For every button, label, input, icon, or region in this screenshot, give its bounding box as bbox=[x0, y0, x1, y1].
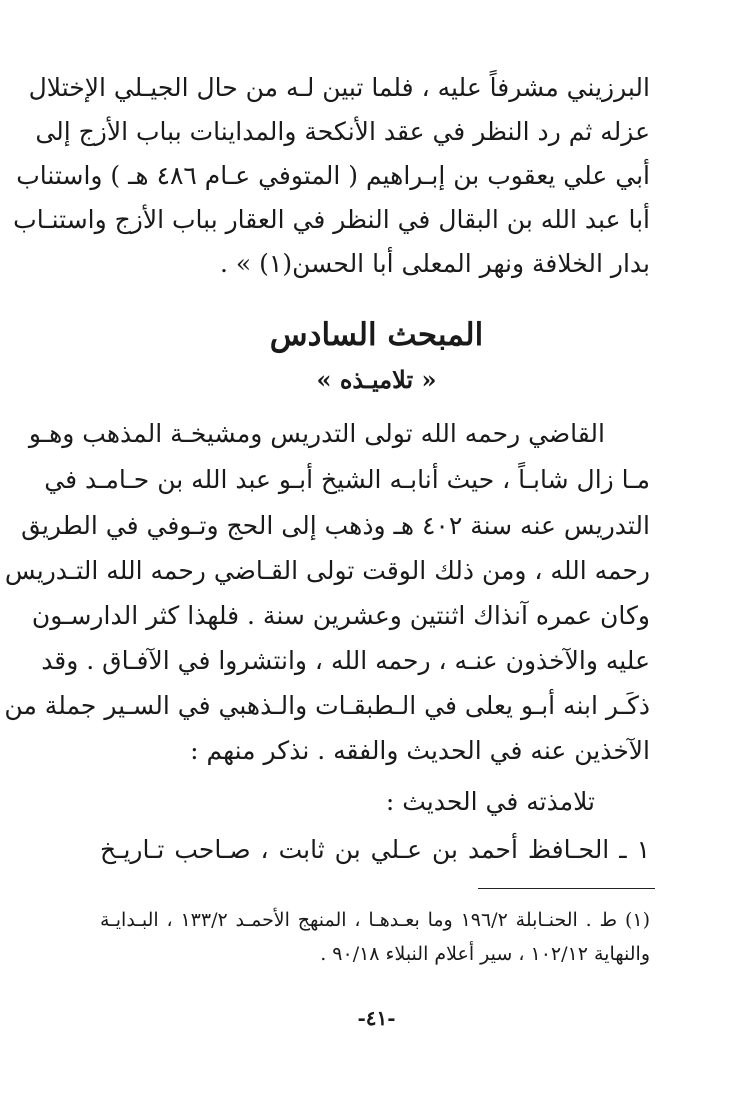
section-title: المبحث السادس bbox=[269, 317, 484, 353]
text-line: ذكَـر ابنه أبـو يعلى في الـطبقـات والـذهبي في السـير جملة من bbox=[4, 691, 650, 720]
text-line: الآخذين عنه في الحديث والفقه . نذكر منهم : bbox=[190, 736, 650, 765]
footnote-line: والنهاية ١٠٢/١٢ ، سير أعلام النبلاء ٩٠/١٨ . bbox=[320, 943, 650, 965]
section-subtitle: « تلاميـذه » bbox=[316, 365, 437, 394]
footnote-divider bbox=[478, 888, 655, 889]
subheading: تلامذته في الحديث : bbox=[385, 787, 595, 816]
page-number: -٤١- bbox=[357, 1006, 396, 1030]
text-line: عليه والآخذون عنـه ، رحمه الله ، وانتشروا في الآفـاق . وقد bbox=[41, 646, 650, 675]
list-item: ١ ـ الحـافظ أحمد بن عـلي بن ثابت ، صـاحب تـاريـخ bbox=[100, 835, 650, 864]
text-line: عزله ثم رد النظر في عقد الأنكحة والمداينات بباب الأزج إلى bbox=[35, 117, 650, 146]
text-line: أبي علي يعقوب بن إبـراهيم ( المتوفي عـام ٤٨٦ هـ ) واستناب bbox=[16, 161, 650, 190]
text-line: مـا زال شابـاً ، حيث أنابـه الشيخ أبـو عبد الله بن حـامـد في bbox=[44, 465, 650, 494]
footnote-line: (١) ط . الحنـابلة ١٩٦/٢ وما بعـدهـا ، المنهج الأحمـد ١٣٣/٢ ، البـدايـة bbox=[100, 909, 650, 931]
text-line: بدار الخلافة ونهر المعلى أبا الحسن(١) » . bbox=[220, 249, 650, 278]
text-line: البرزيني مشرفاً عليه ، فلما تبين لـه من حال الجيـلي الإختلال bbox=[28, 73, 650, 102]
text-line: القاضي رحمه الله تولى التدريس ومشيخـة المذهب وهـو bbox=[28, 419, 605, 448]
text-line: وكان عمره آنذاك اثنتين وعشرين سنة . فلهذا كثر الدارسـون bbox=[31, 601, 650, 630]
text-line: التدريس عنه سنة ٤٠٢ هـ وذهب إلى الحج وتـوفي في الطريق bbox=[21, 511, 650, 540]
text-line: أبا عبد الله بن البقال في النظر في العقار بباب الأزج واستنـاب bbox=[13, 205, 650, 234]
text-line: رحمه الله ، ومن ذلك الوقت تولى القـاضي رحمه الله التـدريس bbox=[4, 556, 650, 585]
